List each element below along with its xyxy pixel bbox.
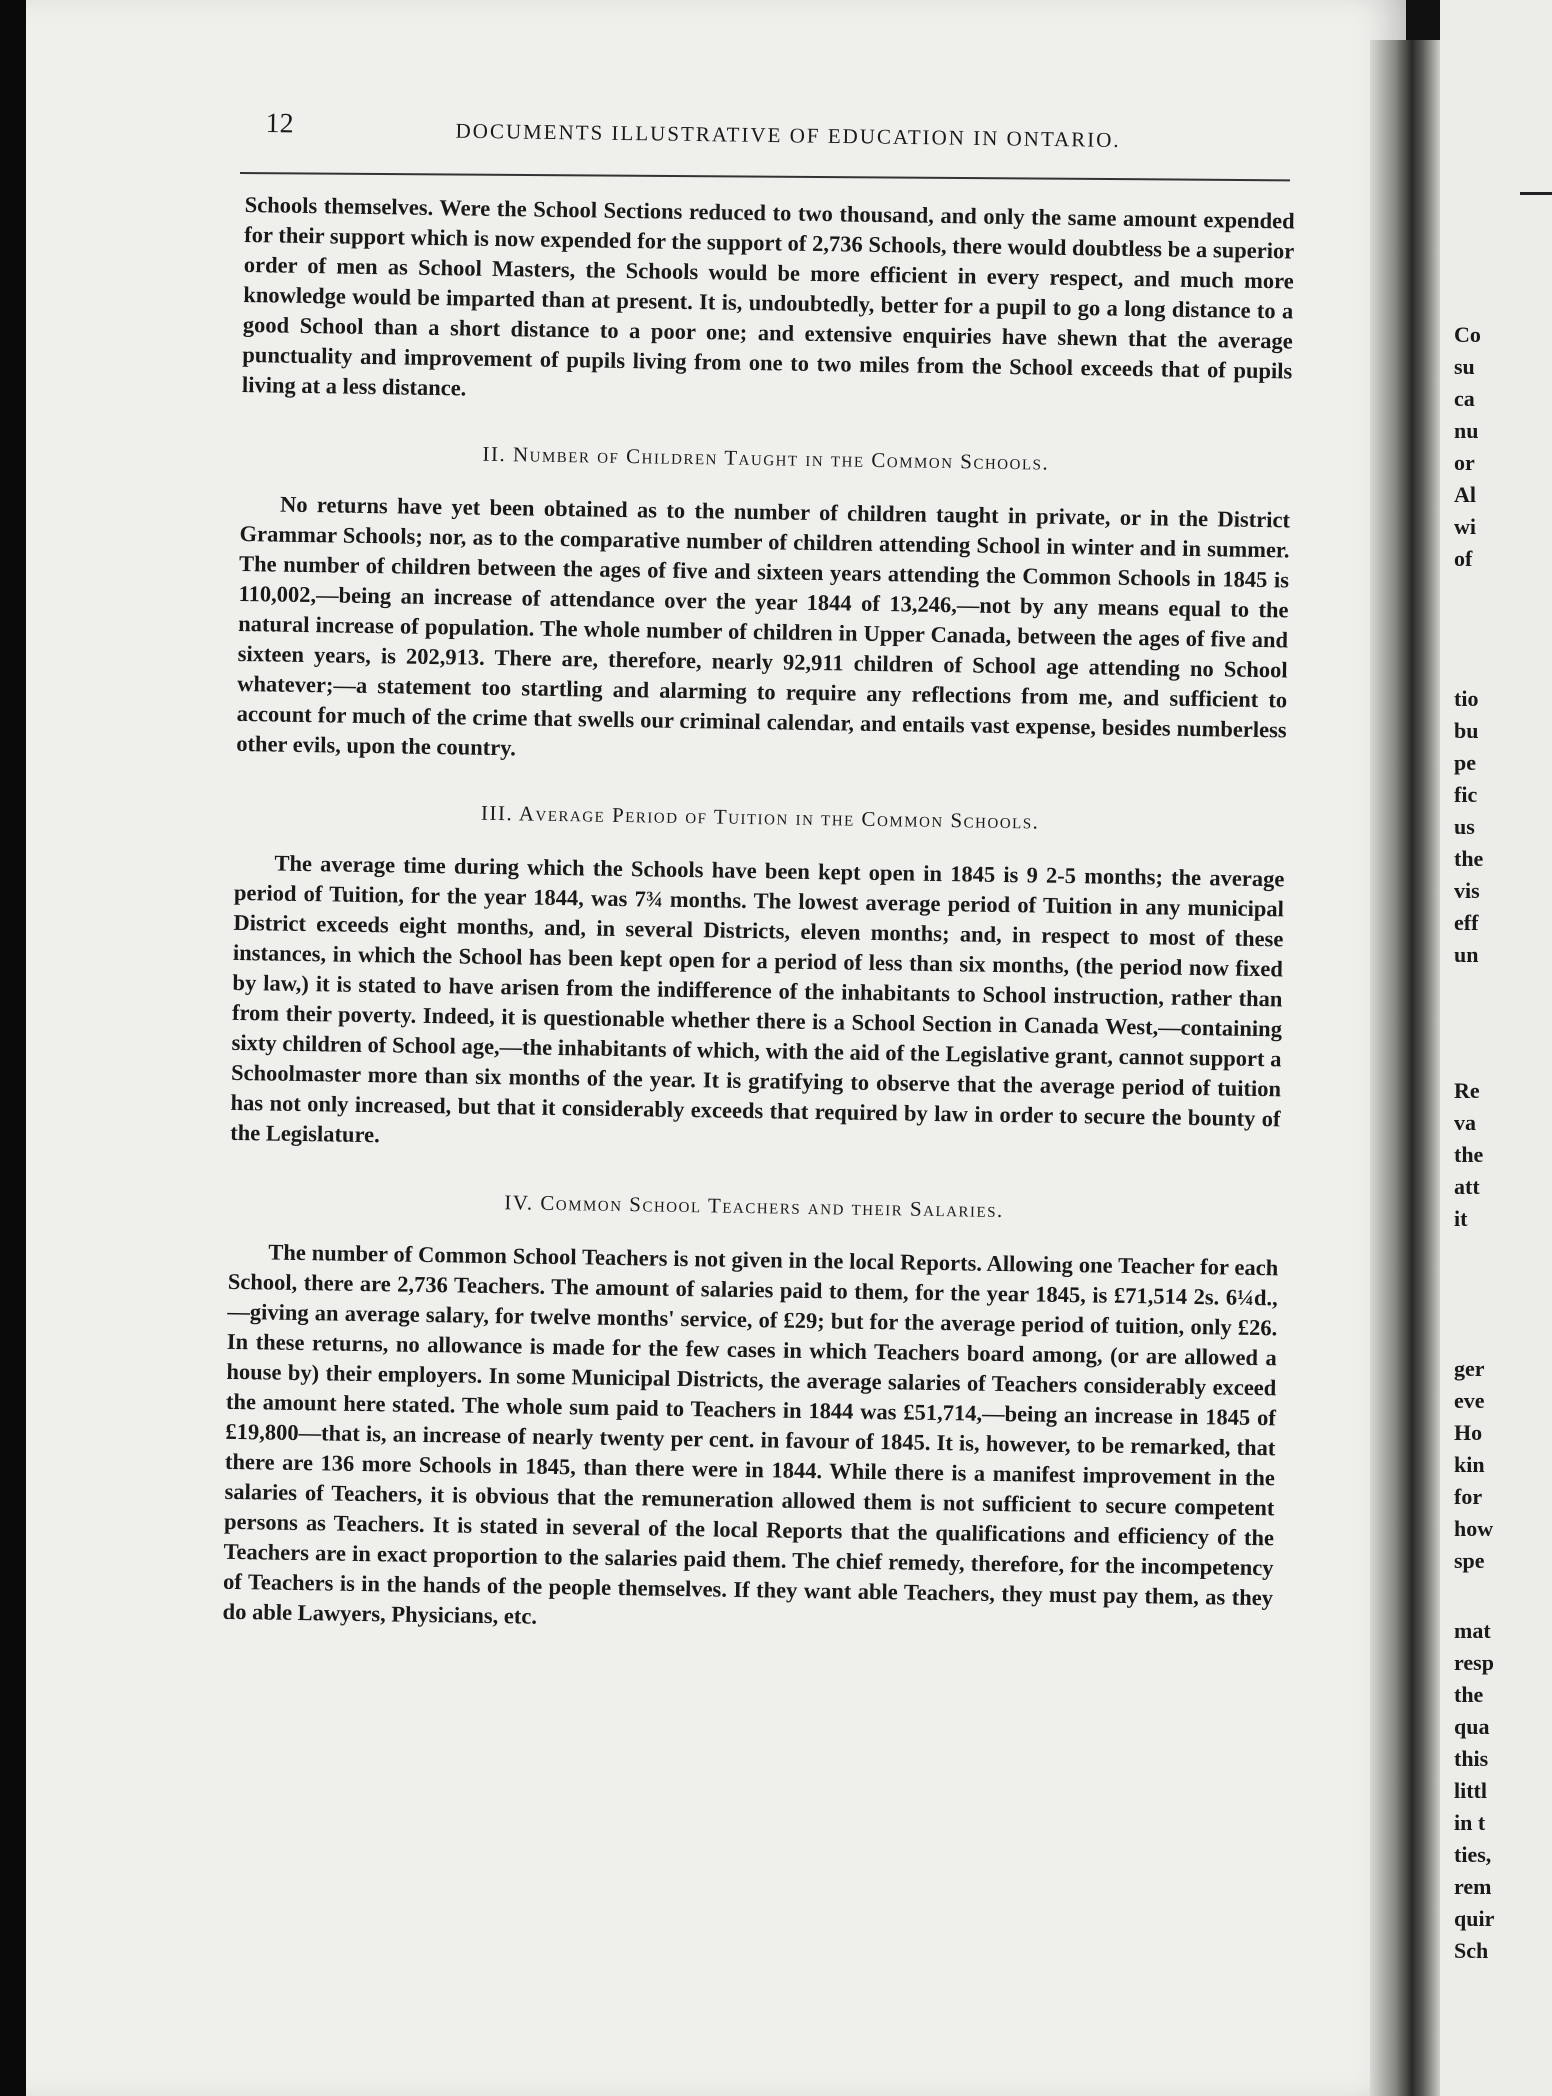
paragraph-iv: The number of Common School Teachers is not given in the local Reports. Allowing one Teacher for each School, there are 2,736 Teachers. The amount of salaries paid to them, for the year 1845, is £71,514 2s. 6¼d.,—giving an average salary, for twelve months' service, of £29; but for the average period of tuition, only £26. In these returns, no allowance is made for the few cases in which Teachers board among, (or are allowed a house by) their employers. In some Municipal Districts, the average salaries of Teachers considerably exceed the amount here stated. The whole sum paid to Teachers in 1844 was £51,714,—being an increase in 1845 of £19,800—that is, an increase of nearly twenty per cent. in favour of 1845. It is, however, to be remarked, that there are 136 more Schools in 1845, than there were in 1844. While there is a manifest improvement in the salaries of Teachers, it is obvious that the remuneration allowed them is not sufficient to secure competent persons as Teachers. It is stated in several of the local Reports that the qualifications and efficiency of the Teachers are in exact proportion to the salaries paid them. The chief remedy, therefore, for the incompetency of Teachers is in the hands of the people themselves. If they want able Teachers, they must pay them, as they do able Lawyers, Physicians, etc. <box>222 1239 1279 1629</box>
fragment: us <box>1454 814 1475 839</box>
fragment: pe <box>1454 750 1476 775</box>
fragment: kin <box>1454 1452 1485 1477</box>
fragment: the <box>1454 1142 1484 1167</box>
facing-page <box>1440 0 1552 2096</box>
fragment: resp <box>1454 1650 1494 1675</box>
fragment: nu <box>1454 418 1479 443</box>
page-body <box>222 190 1294 1643</box>
fragment: the <box>1454 1682 1484 1707</box>
fragment: quir <box>1454 1906 1495 1931</box>
fragment: Co <box>1454 322 1481 347</box>
fragment: va <box>1454 1110 1476 1135</box>
paragraph-ii: No returns have yet been obtained as to the number of children taught in private, or in the District Grammar Schools; nor, as to the comparative number of children attending School in winter and in summer. The number of children between the ages of five and sixteen years attending the Common Schools in 1845 is 110,002,—being an increase of attendance over the year 1844 of 13,246,—not by any means equal to the natural increase of population. The whole number of children in Upper Canada, between the ages of five and sixteen years, is 202,913. There are, therefore, nearly 92,911 children of School age attending no School whatever;—a statement too startling and alarming to require any reflections from me, and sufficient to account for much of the crime that swells our criminal calendar, and entails vast expense, besides numberless other evils, upon the country. <box>236 491 1291 761</box>
fragment: for <box>1454 1484 1483 1509</box>
fragment: ca <box>1454 386 1475 411</box>
fragment: fic <box>1454 782 1478 807</box>
fragment: bu <box>1454 718 1479 743</box>
fragment: eff <box>1454 910 1479 935</box>
fragment: ger <box>1454 1356 1485 1381</box>
fragment: the <box>1454 846 1484 871</box>
fragment: vis <box>1454 878 1480 903</box>
fragment: littl <box>1454 1778 1487 1803</box>
fragment: spe <box>1454 1548 1485 1573</box>
fragment: how <box>1454 1516 1494 1541</box>
paragraph-intro: Schools themselves. Were the School Sections reduced to two thousand, and only the same amount expended for their support which is now expended for the support of 2,736 Schools, there would doubtless be a superior order of men as School Masters, the Schools would be more efficient in every respect, and much more knowledge would be imparted than at present. It is, undoubtedly, better for a pupil to go a long distance to a good School than a short distance to a poor one; and extensive enquiries have shewn that the average punctuality and improvement of pupils living from one to two miles from the School exceeds that of pupils living at a less distance. <box>241 191 1295 401</box>
fragment: Al <box>1454 482 1476 507</box>
fragment: or <box>1454 450 1475 475</box>
fragment: Ho <box>1454 1420 1483 1445</box>
section-heading-iii: III. Average Period of Tuition in the Common Schools. <box>480 800 1040 834</box>
scan-border <box>0 0 26 2096</box>
paragraph-iii: The average time during which the Schools have been kept open in 1845 is 9 2-5 months; the average period of Tuition, for the year 1844, was 7¾ months. The lowest average period of Tuition in any municipal District exceeds eight months, and, in several Districts, eleven months; and, in respect to most of these instances, in which the School has been kept open for a period of less than six months, (the period now fixed by law,) it is stated to have arisen from the indifference of the inhabitants to School instruction, rather than from their poverty. Indeed, it is questionable whether there is a School Section in Canada West,—containing sixty children of School age,—the inhabitants of which, with the aid of the Legislative grant, cannot support a Schoolmaster more than six months of the year. It is gratifying to observe that the average period of tuition has not only increased, but that it considerably exceeds that required by law in order to secure the bounty of the Legislature. <box>229 850 1285 1148</box>
fragment: su <box>1454 354 1475 379</box>
section-heading-iv: IV. Common School Teachers and their Salaries. <box>504 1190 1004 1223</box>
facing-page-text <box>1454 0 1552 2096</box>
fragment: mat <box>1454 1618 1491 1643</box>
fragment: eve <box>1454 1388 1485 1413</box>
fragment: of <box>1454 546 1473 571</box>
book-gutter <box>1370 40 1440 2096</box>
fragment: qua <box>1454 1714 1490 1739</box>
fragment: wi <box>1454 514 1476 539</box>
fragment: Re <box>1454 1078 1480 1103</box>
section-heading-ii: II. Number of Children Taught in the Common Schools. <box>482 441 1050 475</box>
running-head: DOCUMENTS ILLUSTRATIVE OF EDUCATION IN ONTARIO. <box>455 118 1121 152</box>
fragment: att <box>1454 1174 1480 1199</box>
fragment: it <box>1454 1206 1468 1231</box>
fragment: in t <box>1454 1810 1486 1835</box>
fragment: rem <box>1454 1874 1492 1899</box>
fragment: Sch <box>1454 1938 1489 1963</box>
fragment: tio <box>1454 686 1479 711</box>
fragment: ties, <box>1454 1842 1492 1867</box>
page-header <box>265 100 1326 175</box>
page-number: 12 <box>265 107 294 140</box>
fragment: un <box>1454 942 1479 967</box>
fragment: this <box>1454 1746 1489 1771</box>
